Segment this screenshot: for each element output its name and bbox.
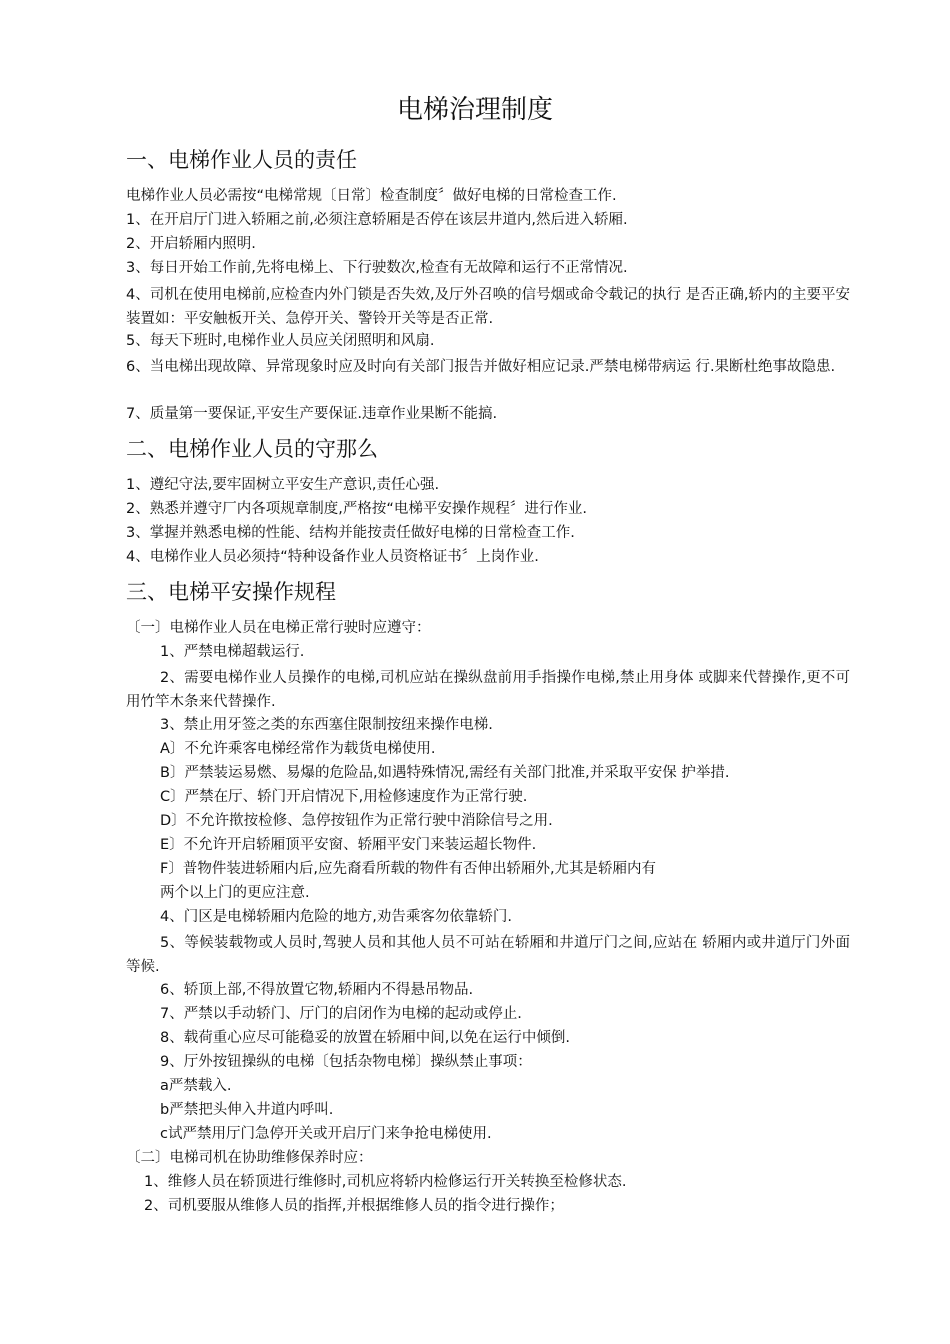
section-1-item: 7、质量第一要保证,平安生产要保证.违章作业果断不能搞. <box>126 406 498 422</box>
section-1-item: 5、每天下班时,电梯作业人员应关闭照明和风扇. <box>126 333 435 349</box>
section-2-item: 3、掌握并熟悉电梯的性能、结构并能按责任做好电梯的日常检查工作. <box>126 525 575 541</box>
rule-item: 2、需要电梯作业人员操作的电梯,司机应站在操纵盘前用手指操作电梯,禁止用身体 或脚来代替操作,更不可用竹竿木条来代替操作. <box>126 670 850 710</box>
rule-item: a严禁载入. <box>160 1078 232 1094</box>
section-2-heading: 二、电梯作业人员的守那么 <box>126 437 378 461</box>
rule-item: 1、严禁电梯超载运行. <box>160 644 305 660</box>
section-1-heading: 一、电梯作业人员的责任 <box>126 148 357 172</box>
rule-item: B〕严禁装运易燃、易爆的危险品,如遇特殊情况,需经有关部门批准,并采取平安保 护举措. <box>160 765 730 781</box>
rule-item: b严禁把头伸入井道内呼叫. <box>160 1102 334 1118</box>
section-1-intro: 电梯作业人员必需按“电梯常规〔日常〕检查制度〞做好电梯的日常检查工作. <box>126 188 617 204</box>
document-title: 电梯治理制度 <box>396 95 553 125</box>
section-2-item: 4、电梯作业人员必须持“特种设备作业人员资格证书〞上岗作业. <box>126 549 539 565</box>
maint-item: 1、维修人员在轿顶进行维修时,司机应将轿内检修运行开关转换至检修状态. <box>144 1174 627 1190</box>
rule-item: C〕严禁在厅、轿门开启情况下,用检修速度作为正常行驶. <box>160 789 528 805</box>
rule-item: 7、严禁以手动轿门、厅门的启闭作为电梯的起动或停止. <box>160 1006 522 1022</box>
rule-item: 3、禁止用牙签之类的东西塞住限制按纽来操作电梯. <box>160 717 493 733</box>
section-1-item: 1、在开启厅门进入轿厢之前,必须注意轿厢是否停在该层井道内,然后进入轿厢. <box>126 212 628 228</box>
rule-item: 两个以上门的更应注意. <box>160 885 310 901</box>
section-1-item: 4、司机在使用电梯前,应检查内外门锁是否失效,及厅外召唤的信号烟或命令载记的执行 是否正确,轿内的主要平安装置如：平安触板开关、急停开关、警铃开关等是否正常. <box>126 287 850 327</box>
rule-item: 8、载荷重心应尽可能稳妥的放置在轿厢中间,以免在运行中倾倒. <box>160 1030 570 1046</box>
subsection-1-heading: 〔一〕电梯作业人员在电梯正常行驶时应遵守： <box>126 620 431 636</box>
section-1-item: 2、开启轿厢内照明. <box>126 236 256 252</box>
rule-item: F〕普物件装进轿厢内后,应先裔看所载的物件有否伸出轿厢外,尤其是轿厢内有 <box>160 861 657 877</box>
section-2-item: 1、遵纪守法,要牢固树立平安生产意识,责任心强. <box>126 477 440 493</box>
rule-item: A〕不允许乘客电梯经常作为载货电梯使用. <box>160 741 436 757</box>
rule-item: 6、轿顶上部,不得放置它物,轿厢内不得悬吊物品. <box>160 982 474 998</box>
section-1-item: 6、当电梯出现故障、异常现象时应及时向有关部门报告并做好相应记录.严禁电梯带病运 行.果断杜绝事故隐患. <box>126 359 836 375</box>
rule-item: 5、等候装载物或人员时,驾驶人员和其他人员不可站在轿厢和井道厅门之间,应站在 轿厢内或井道厅门外面等候. <box>126 935 850 975</box>
rule-item: 9、厅外按钮操纵的电梯〔包括杂物电梯〕操纵禁止事项： <box>160 1054 532 1070</box>
section-2-item: 2、熟悉并遵守厂内各项规章制度,严格按“电梯平安操作规程〞进行作业. <box>126 501 587 517</box>
rule-item: E〕不允许开启轿厢顶平安窗、轿厢平安门来装运超长物件. <box>160 837 537 853</box>
section-1-item: 3、每日开始工作前,先将电梯上、下行驶数次,检查有无故障和运行不正常情况. <box>126 260 628 276</box>
subsection-2-heading: 〔二〕电梯司机在协助维修保养时应： <box>126 1150 373 1166</box>
rule-item: 4、门区是电梯轿厢内危险的地方,劝告乘客勿依靠轿门. <box>160 909 512 925</box>
section-3-heading: 三、电梯平安操作规程 <box>126 580 336 604</box>
rule-item: D〕不允许揿按检修、急停按钮作为正常行驶中消除信号之用. <box>160 813 553 829</box>
maint-item: 2、司机要服从维修人员的指挥,并根据维修人员的指令进行操作； <box>144 1198 564 1214</box>
rule-item: c试严禁用厅门急停开关或开启厅门来争抢电梯使用. <box>160 1126 492 1142</box>
